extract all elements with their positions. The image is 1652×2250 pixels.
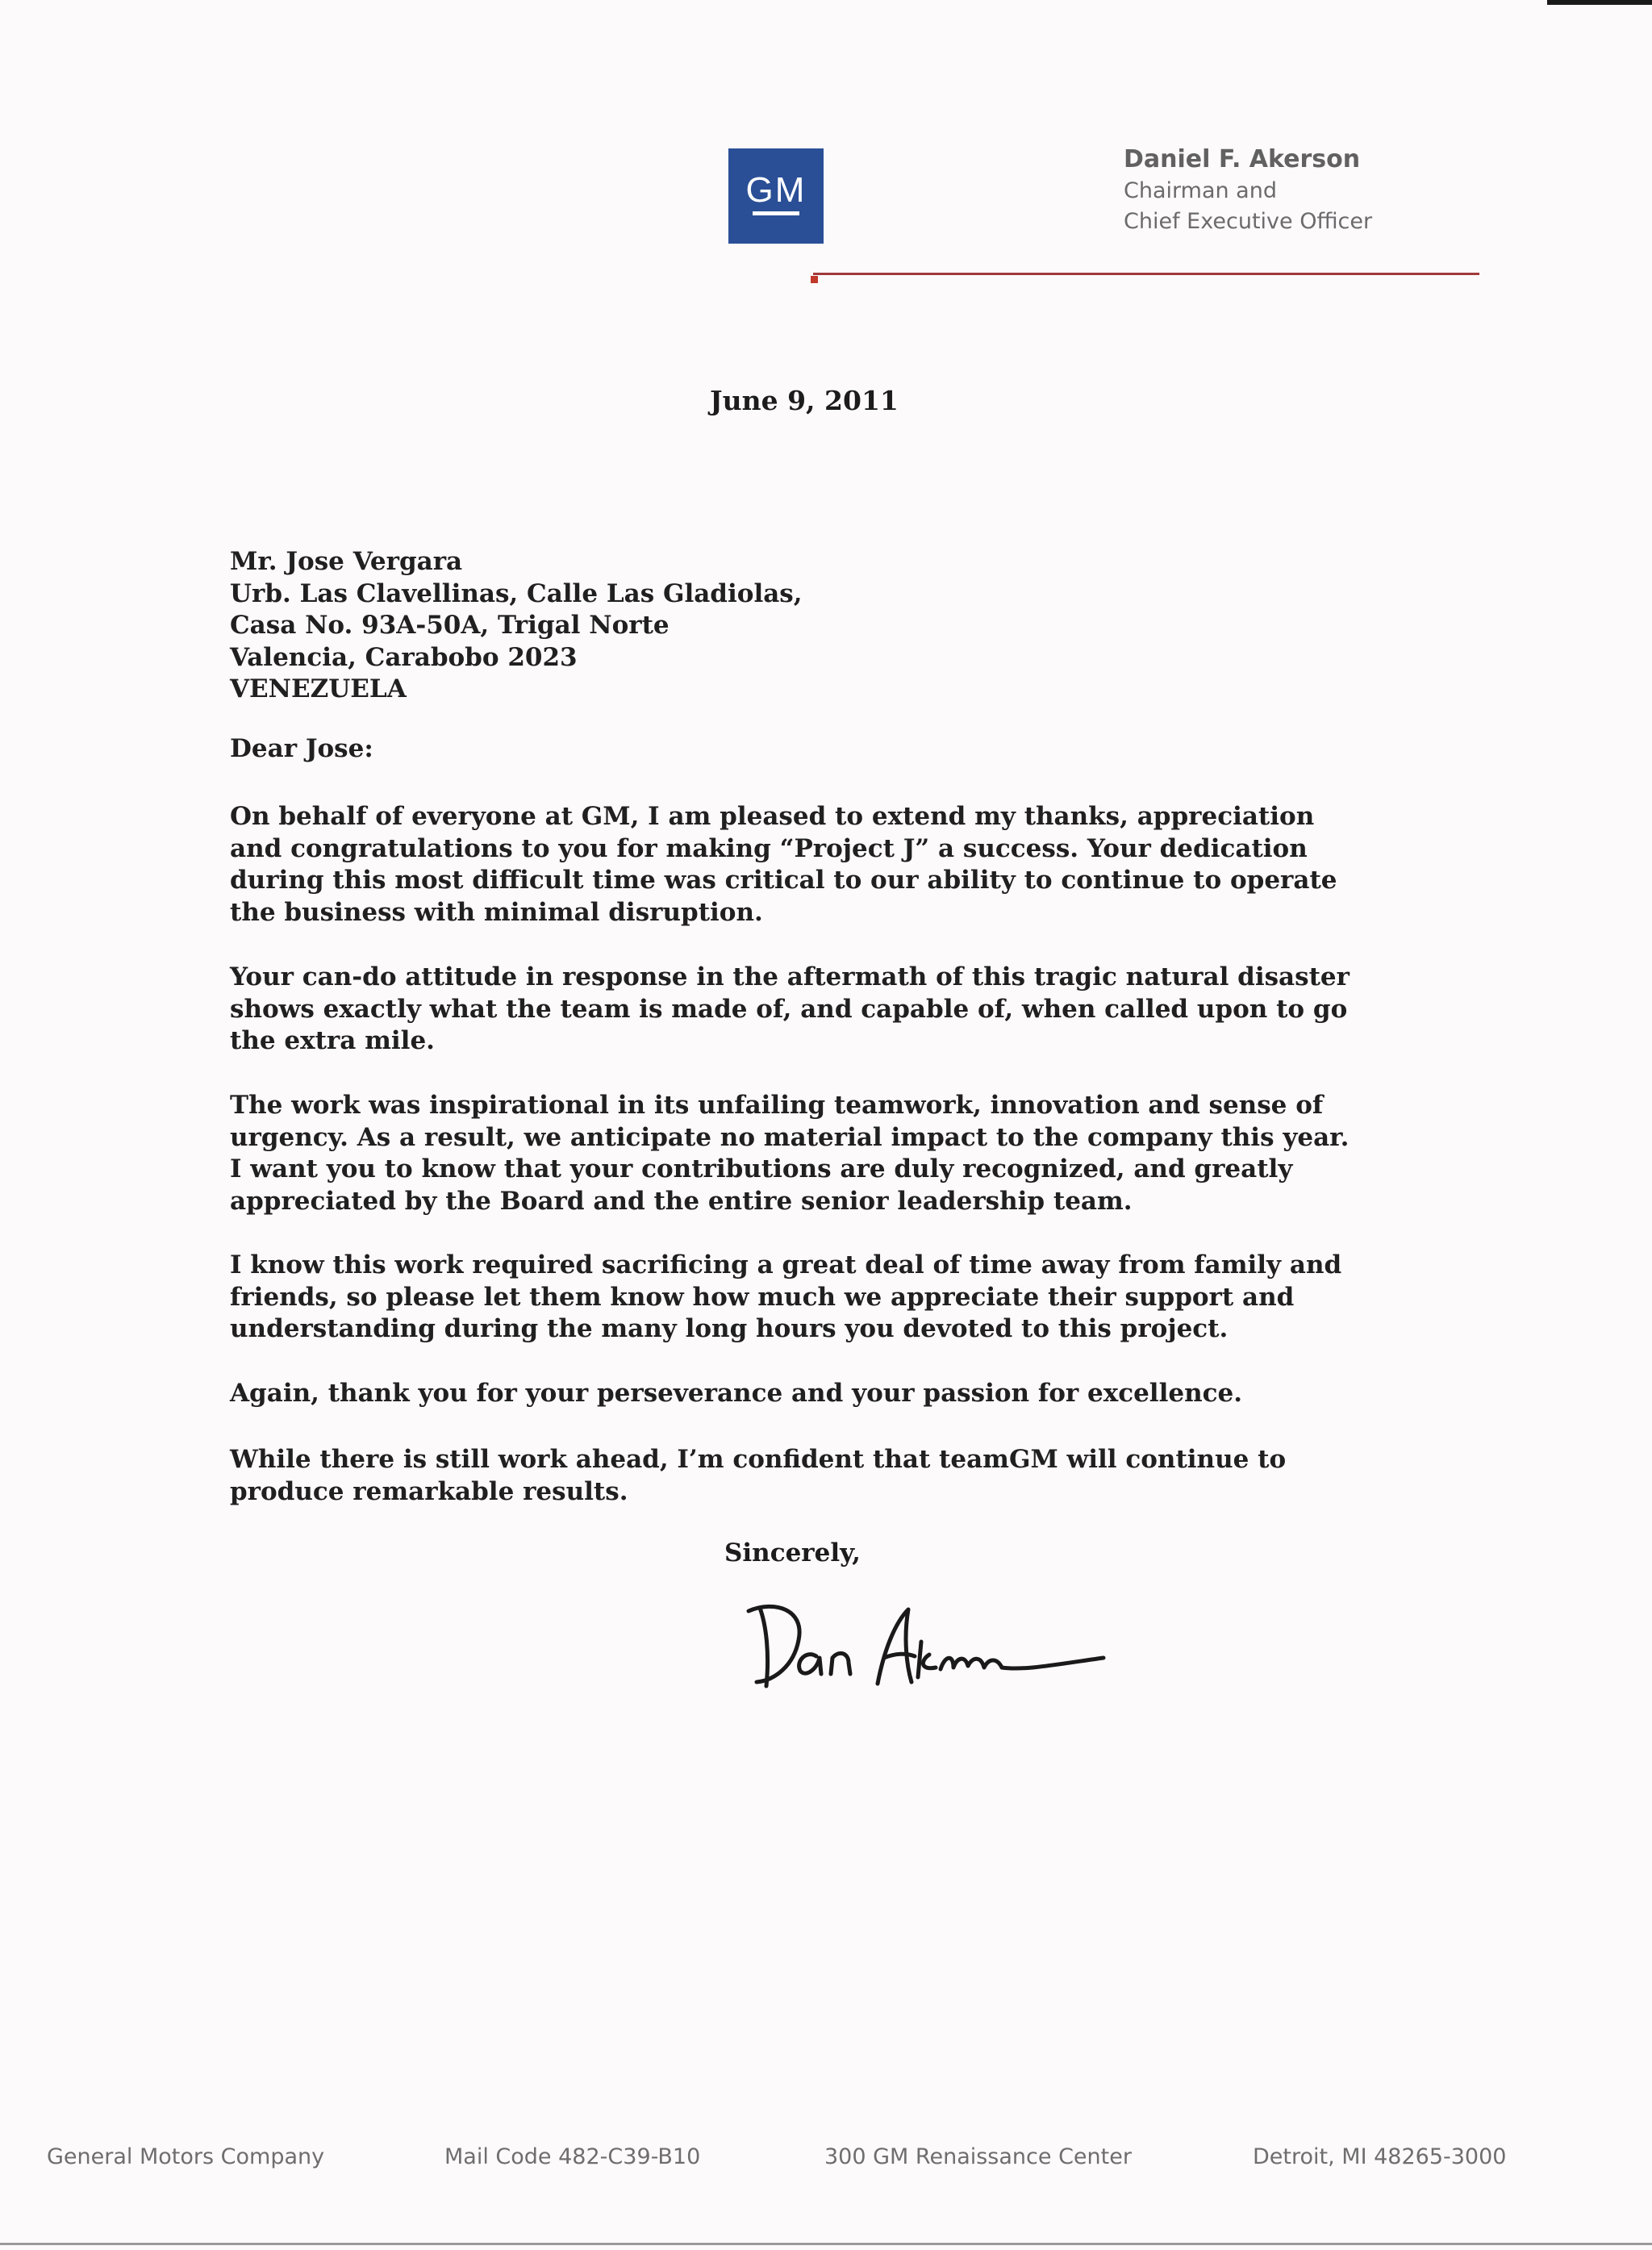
paragraph-line: the extra mile.	[230, 1026, 435, 1055]
paragraph-line: produce remarkable results.	[230, 1476, 628, 1506]
handwritten-signature	[742, 1593, 1113, 1698]
gm-logo	[728, 148, 824, 244]
recipient-country: VENEZUELA	[230, 674, 407, 703]
executive-name: Daniel F. Akerson	[1124, 145, 1361, 173]
recipient-address-line: Urb. Las Clavellinas, Calle Las Gladiolas,	[230, 578, 803, 608]
paragraph-line: Again, thank you for your perseverance and your passion for excellence.	[230, 1379, 1243, 1408]
letterhead-footer	[0, 2144, 1652, 2177]
executive-title-line1: Chairman and	[1124, 178, 1277, 203]
paragraph-line: On behalf of everyone at GM, I am pleased to extend my thanks, appreciation	[230, 802, 1315, 831]
paragraph-3	[230, 1090, 1391, 1217]
paragraph-line: urgency. As a result, we anticipate no material impact to the company this year.	[230, 1122, 1350, 1152]
paragraph-line: friends, so please let them know how much we appreciate their support and	[230, 1282, 1295, 1312]
paragraph-2	[230, 962, 1391, 1058]
gm-logo-text: GM	[745, 169, 807, 210]
paragraph-line: understanding during the many long hours you devoted to this project.	[230, 1314, 1229, 1343]
paragraph-1	[230, 801, 1391, 929]
letterhead-rule-mark	[811, 276, 818, 283]
paragraph-line: the business with minimal disruption.	[230, 897, 763, 927]
gm-logo-underline	[753, 211, 799, 215]
footer-street: 300 GM Renaissance Center	[824, 2144, 1132, 2169]
scan-edge-top	[1547, 0, 1652, 5]
paragraph-line: and congratulations to you for making “Project J” a success. Your dedication	[230, 833, 1308, 863]
paragraph-6	[230, 1444, 1391, 1508]
paragraph-line: during this most difficult time was critical to our ability to continue to operate	[230, 866, 1337, 895]
paragraph-5	[230, 1378, 1391, 1410]
letterhead-rule	[813, 273, 1479, 275]
footer-mail-code: Mail Code 482-C39-B10	[444, 2144, 701, 2169]
recipient-address-line: Valencia, Carabobo 2023	[230, 642, 578, 672]
paragraph-line: The work was inspirational in its unfailing teamwork, innovation and sense of	[230, 1091, 1324, 1120]
salutation: Dear Jose:	[230, 734, 373, 763]
paragraph-4	[230, 1250, 1391, 1346]
executive-title-line2: Chief Executive Officer	[1124, 209, 1373, 234]
recipient-address-line: Casa No. 93A-50A, Trigal Norte	[230, 611, 670, 640]
executive-block	[1124, 144, 1372, 237]
paragraph-line: While there is still work ahead, I’m confident that teamGM will continue to	[230, 1445, 1287, 1474]
paragraph-line: appreciated by the Board and the entire senior leadership team.	[230, 1186, 1133, 1216]
paragraph-line: I want you to know that your contributions are duly recognized, and greatly	[230, 1154, 1293, 1183]
recipient-name: Mr. Jose Vergara	[230, 547, 463, 576]
recipient-address	[230, 546, 1391, 706]
paragraph-line: Your can-do attitude in response in the aftermath of this tragic natural disaster	[230, 962, 1350, 991]
letter-date: June 9, 2011	[710, 385, 899, 416]
paragraph-line: I know this work required sacrificing a great deal of time away from family and	[230, 1250, 1342, 1279]
scan-edge-bottom	[0, 2243, 1652, 2245]
paragraph-line: shows exactly what the team is made of, and capable of, when called upon to go	[230, 994, 1348, 1024]
footer-city: Detroit, MI 48265-3000	[1253, 2144, 1507, 2169]
closing: Sincerely,	[724, 1538, 861, 1567]
footer-company: General Motors Company	[47, 2144, 325, 2169]
